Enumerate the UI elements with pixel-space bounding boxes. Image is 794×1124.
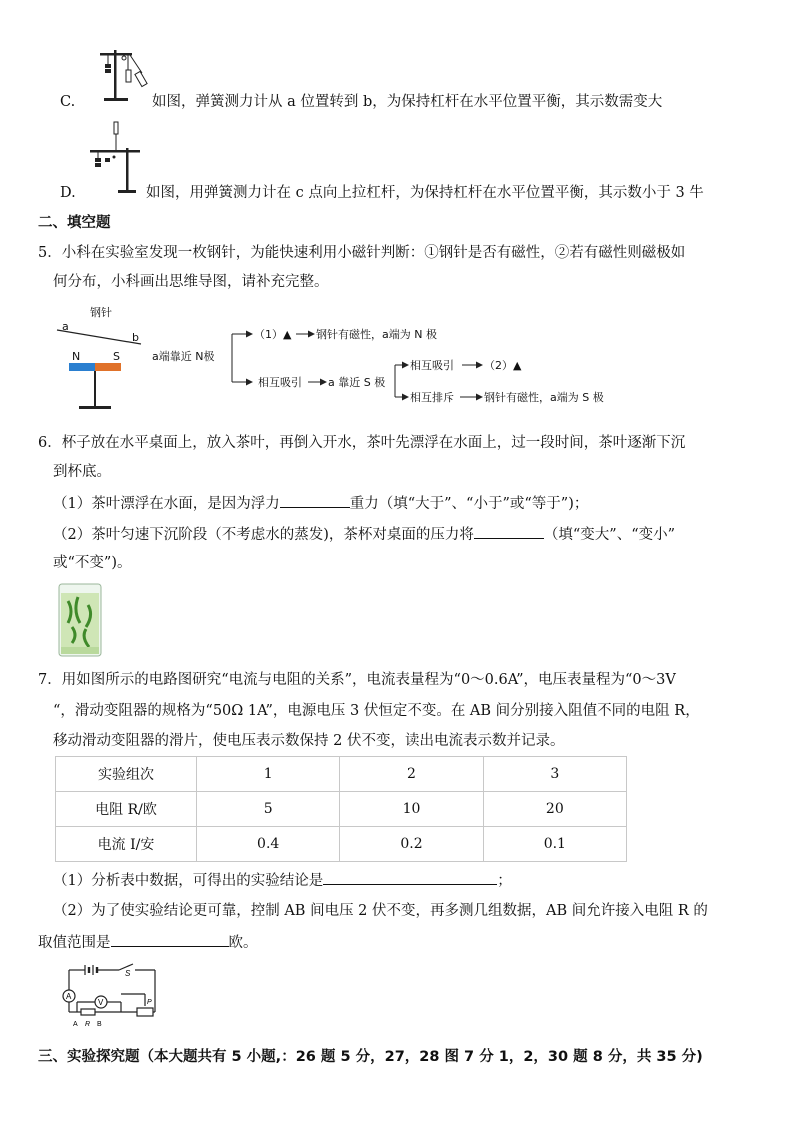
map-result-2: 钢针有磁性，a端为 S 极 [484,391,604,404]
section2-title: 二、填空题 [38,215,111,231]
tea-glass-image [58,583,102,657]
q5-line1: 5．小科在实验室发现一枚钢针，为能快速利用小磁针判断：①钢针是否有磁性，②若有磁性则磁极如 [38,245,686,261]
q6-part1 [53,493,588,514]
q7-part2-tail: 欧。 [228,935,258,951]
q6-part1-tail: 重力（填“大于”、“小于”或“等于”)； [349,496,589,512]
q6-blank-1[interactable] [280,493,350,508]
option-c-label: C. [60,94,76,110]
table-cell: 10 [340,792,483,827]
slider-p-label: P [147,999,152,1006]
ammeter-symbol: A [66,992,72,1001]
q7-part1-text: （1）分析表中数据，可得出的实验结论是 [53,873,324,889]
map-attract: 相互吸引 [258,376,302,389]
needle-label: 钢针 [90,306,112,319]
voltmeter-symbol: V [98,998,104,1007]
table-cell: 20 [483,792,626,827]
q7-part2: （2）为了使实验结论更可靠，控制 AB 间电压 2 伏不变，再多测几组数据，AB 间允许接入电阻 R 的 [53,903,708,919]
point-a-label: A [73,1021,78,1028]
q7-line1: 7．用如图所示的电路图研究“电流与电阻的关系”，电流表量程为“0～0.6A”，电压表量程为“0～3V [38,672,676,688]
q7-part1-tail: ； [497,873,512,889]
map-blank-2: （2）▲ [484,359,522,372]
q7-line3: 移动滑动变阻器的滑片，使电压表示数保持 2 伏不变，读出电流表示数并记录。 [53,733,565,749]
q6-part2-tail: （填“变大”、“变小” [543,527,676,543]
pole-n-label: N [72,350,81,363]
table-cell: 2 [340,757,483,792]
q6-line1: 6．杯子放在水平桌面上，放入茶叶，再倒入开水，茶叶先漂浮在水面上，过一段时间，茶叶逐渐下沉 [38,435,686,451]
option-d-label: D. [60,185,76,201]
q7-line2: “，滑动变阻器的规格为“50Ω 1A”，电源电压 3 伏恒定不变。在 AB 间分别接入阻值不同的电阻 R， [53,703,700,719]
map-s-near: a 靠近 S 极 [328,376,386,389]
option-d-text: 如图，用弹簧测力计在 c 点向上拉杠杆，为保持杠杆在水平位置平衡，其示数小于 3 牛 [146,185,704,201]
q6-blank-2[interactable] [474,524,544,539]
q7-blank-2[interactable] [111,932,229,947]
q7-part2-line2 [38,932,258,953]
q5-line2: 何分布，小科画出思维导图，请补充完整。 [53,274,329,290]
point-b-label: B [97,1021,102,1028]
table-cell: 5 [197,792,340,827]
q6-part2-end: 或“不变”)。 [53,555,132,571]
table-row [56,827,627,862]
table-cell: 实验组次 [56,757,197,792]
needle-end-a: a [62,320,69,333]
table-cell: 0.1 [483,827,626,862]
q6-part1-text: （1）茶叶漂浮在水面，是因为浮力 [53,496,280,512]
option-c-text: 如图，弹簧测力计从 a 位置转到 b，为保持杠杆在水平位置平衡，其示数需变大 [152,94,663,110]
map-blank-1: （1）▲ [254,328,292,341]
table-cell: 电阻 R/欧 [56,792,197,827]
circuit-diagram [55,962,165,1032]
table-cell: 3 [483,757,626,792]
section3-title: 三、实验探究题（本大题共有 5 小题,：26 题 5 分，27，28 图 7 分 1，2，30 题 8 分，共 35 分) [38,1049,703,1065]
table-cell: 0.4 [197,827,340,862]
q6-line2: 到杯底。 [53,464,111,480]
lever-figure-d [88,120,144,198]
table-row [56,792,627,827]
table-cell: 0.2 [340,827,483,862]
map-result-1: 钢针有磁性，a端为 N 极 [316,328,437,341]
q6-part2-text: （2）茶叶匀速下沉阶段（不考虑水的蒸发)，茶杯对桌面的压力将 [53,527,474,543]
resistor-r-label: R [85,1021,91,1028]
table-cell: 1 [197,757,340,792]
q7-part1 [53,870,512,891]
q7-part2-text: 取值范围是 [38,935,111,951]
needle-end-b: b [132,331,139,344]
map-start: a端靠近 N极 [152,350,215,363]
q7-blank-1[interactable] [323,870,497,885]
table-cell: 电流 I/安 [56,827,197,862]
pole-s-label: S [113,350,120,363]
data-table [55,756,627,862]
map-repel: 相互排斥 [410,391,454,404]
table-row [56,757,627,792]
q6-part2 [53,524,675,545]
switch-label: S [125,969,131,978]
map-attract-2: 相互吸引 [410,359,454,372]
lever-figure-c [100,48,155,106]
